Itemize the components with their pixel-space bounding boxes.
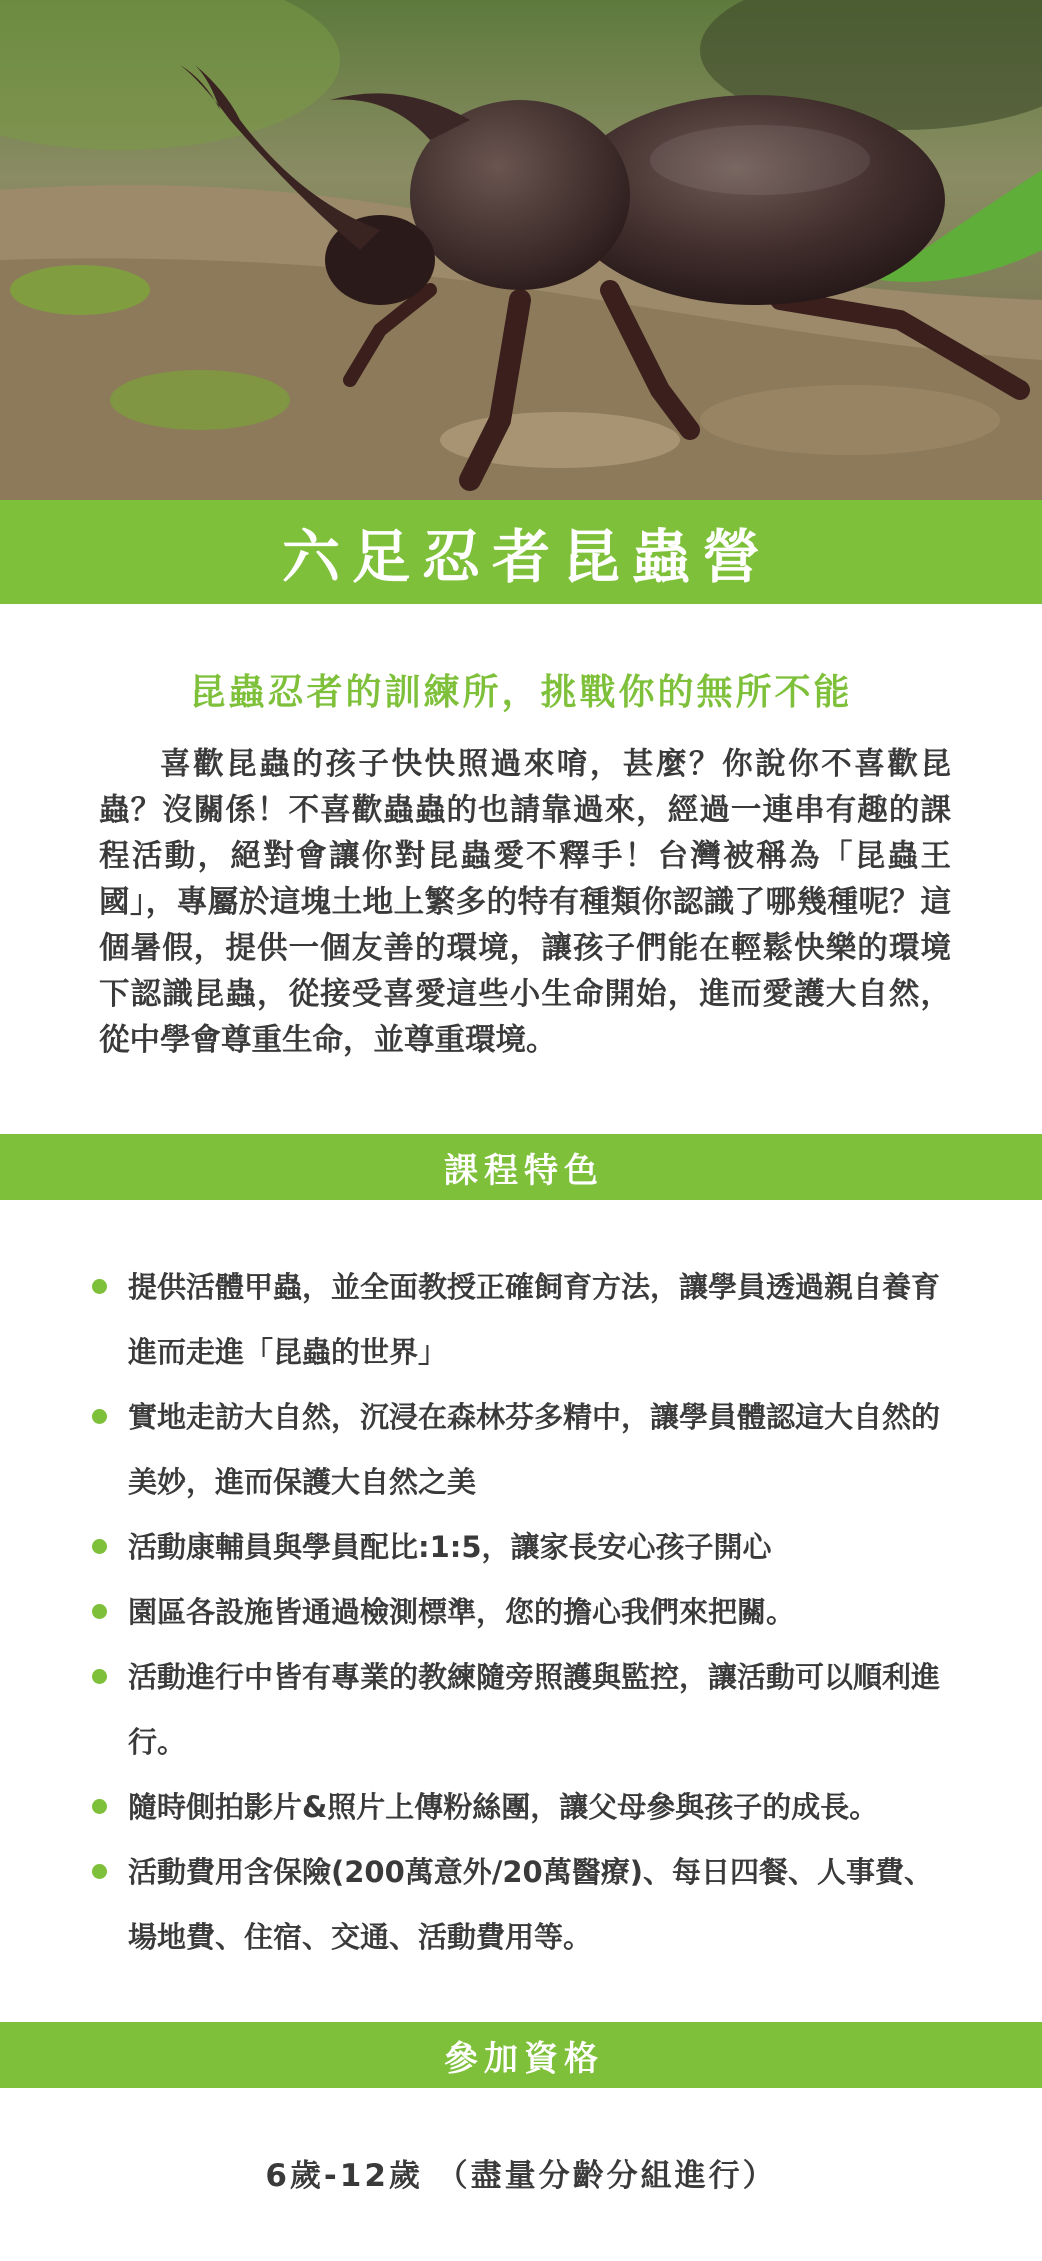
list-item-text: 活動進行中皆有專業的教練隨旁照護與監控，讓活動可以順利進行。 (128, 1660, 941, 1759)
list-item-text: 活動費用含保險(200萬意外/20萬醫療)、每日四餐、人事費、場地費、住宿、交通、活動費用等。 (128, 1855, 933, 1954)
features-heading-bar (0, 1134, 1042, 1200)
list-item-text: 園區各設施皆通過檢測標準，您的擔心我們來把關。 (128, 1595, 796, 1629)
list-item (88, 1645, 958, 1775)
subtitle: 昆蟲忍者的訓練所，挑戰你的無所不能 (189, 672, 853, 713)
eligibility-heading: 參加資格 (444, 2038, 604, 2079)
bullet-dot-icon (92, 1539, 107, 1554)
bullet-dot-icon (92, 1279, 107, 1294)
list-item (88, 1840, 958, 1970)
bullet-dot-icon (92, 1669, 107, 1684)
hero-image (0, 0, 1042, 500)
features-list (88, 1255, 958, 1970)
bullet-dot-icon (92, 1604, 107, 1619)
bullet-dot-icon (92, 1409, 107, 1424)
list-item-text: 實地走訪大自然，沉浸在森林芬多精中，讓學員體認這大自然的美妙，進而保護大自然之美 (128, 1400, 941, 1499)
list-item (88, 1580, 958, 1645)
page-title: 六足忍者昆蟲營 (281, 523, 772, 591)
bullet-dot-icon (92, 1799, 107, 1814)
list-item (88, 1775, 958, 1840)
list-item (88, 1255, 958, 1385)
intro-paragraph: 喜歡昆蟲的孩子快快照過來唷，甚麼？你說你不喜歡昆蟲？沒關係！不喜歡蟲蟲的也請靠過來，經過一連串有趣的課程活動，絕對會讓你對昆蟲愛不釋手！台灣被稱為「昆蟲王國」，專屬於這塊土地上繁多的特有種類你認識了哪幾種呢？這個暑假，提供一個友善的環境，讓孩子們能在輕鬆快樂的環境下認識昆蟲，從接受喜愛這些小生命開始，進而愛護大自然，從中學會尊重生命，並尊重環境。 (99, 747, 951, 1058)
eligibility-heading-bar (0, 2022, 1042, 2088)
features-heading: 課程特色 (444, 1150, 604, 1191)
eligibility-text: 6歲-12歲 （盡量分齡分組進行） (265, 2158, 777, 2194)
list-item-text: 隨時側拍影片&照片上傳粉絲團，讓父母參與孩子的成長。 (128, 1790, 879, 1824)
list-item (88, 1515, 958, 1580)
list-item-text: 提供活體甲蟲，並全面教授正確飼育方法，讓學員透過親自養育進而走進「昆蟲的世界」 (128, 1270, 941, 1369)
list-item-text: 活動康輔員與學員配比:1:5，讓家長安心孩子開心 (128, 1530, 772, 1564)
title-banner (0, 500, 1042, 604)
list-item (88, 1385, 958, 1515)
rhinoceros-beetle-photo-icon (0, 0, 1042, 500)
bullet-dot-icon (92, 1864, 107, 1879)
